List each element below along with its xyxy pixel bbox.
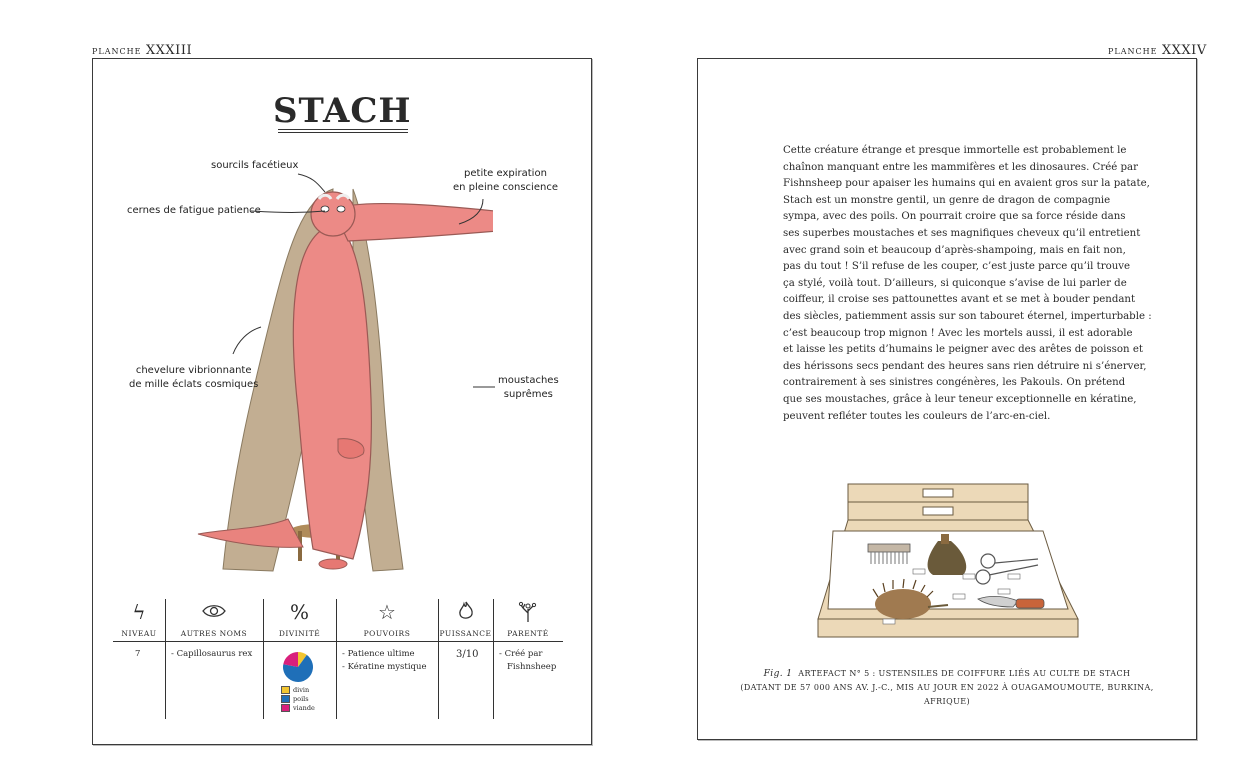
caption-title: ARTEFACT N° 5 : USTENSILES DE COIFFURE LIÉS AU CULTE DE STACH [798, 669, 1131, 678]
col-pouvoirs [336, 599, 438, 719]
figure-caption [718, 667, 1176, 709]
col-puissance [438, 599, 493, 719]
pouvoir-item: - Kératine mystique [342, 662, 427, 672]
paragraph-line: chaînon manquant entre les mammifères et les dinosaures. Créé par [783, 161, 1138, 173]
paragraph-line: pas du tout ! S’il refuse de les couper, c’est juste parce qu’il trouve [783, 261, 1131, 273]
flame-icon [438, 601, 493, 625]
paragraph-line: sympa, avec des poils. On pourrait croire que sa force réside dans [783, 211, 1126, 223]
paragraph-line: ça stylé, voilà tout. D’ailleurs, si quiconque s’avise de lui parler de [783, 277, 1127, 289]
paragraph-line: des hérissons secs pendant des heures sans rien détruire ni s’énerver, [783, 360, 1147, 372]
left-plate-number [92, 43, 192, 58]
artefact-drawer-illustration [813, 479, 1083, 644]
paragraph-line: coiffeur, il croise ses pattounettes avant et se met à bouder pendant [783, 294, 1136, 306]
annotation-line: moustaches [498, 375, 559, 386]
legend-item [281, 703, 315, 712]
paragraph-line: Stach est un monstre gentil, un genre de dragon de compagnie [783, 194, 1111, 206]
annotation-line: suprêmes [503, 389, 553, 400]
paragraph-line: peuvent refléter toutes les couleurs de l’arc-en-ciel. [783, 410, 1051, 422]
legend-swatch [281, 704, 290, 712]
paragraph-line: avec grand soin et beaucoup d’après-shampoing, mais en fait non, [783, 244, 1126, 256]
column-label: PARENTÉ [507, 629, 549, 638]
left-page [92, 58, 592, 745]
legend-label: poils [293, 694, 309, 703]
plate-roman: XXXIII [145, 43, 193, 58]
column-label: AUTRES NOMS [180, 629, 248, 638]
puissance-value: 3/10 [456, 649, 479, 660]
caption-subtitle: (DATANT DE 57 000 ANS AV. J.-C., MIS AU JOUR EN 2022 À OUAGAMOUMOUTE, BURKINA, AFRIQUE) [740, 683, 1154, 706]
description-paragraph [783, 143, 1152, 425]
annotation-eyebags: cernes de fatigue patience [127, 205, 261, 216]
paragraph-line: contrairement à ses sinistres congénères, les Pakouls. On prétend [783, 377, 1126, 389]
paragraph-line: Cette créature étrange et presque immortelle est probablement le [783, 145, 1127, 156]
legend-label: viande [293, 703, 315, 712]
autres-noms-value: - Capillosaurus rex [171, 649, 253, 659]
paragraph-line: des siècles, patiemment assis sur son tabouret éternel, imperturbable : [783, 310, 1152, 322]
parente-value [499, 648, 561, 674]
legend-label: divin [293, 685, 310, 694]
arrow [251, 211, 325, 213]
right-plate-number [1108, 43, 1207, 58]
tree-icon [493, 601, 563, 627]
col-parente [493, 599, 563, 719]
arrow [233, 327, 261, 354]
niveau-value: 7 [135, 649, 141, 659]
legend-item [281, 694, 315, 703]
paragraph-line: ses superbes moustaches et ses magnifiques cheveux qu’il entretient [783, 227, 1141, 239]
column-label: PUISSANCE [439, 629, 492, 638]
col-autres-noms [165, 599, 263, 719]
annotation-line: chevelure vibrionnante [135, 365, 252, 376]
annotation-line: petite expiration [464, 168, 547, 179]
eye-icon [165, 601, 263, 623]
column-label: NIVEAU [121, 629, 157, 638]
legend-swatch [281, 686, 290, 694]
arrow [459, 199, 483, 224]
col-divinite [263, 599, 336, 719]
column-label: POUVOIRS [363, 629, 411, 638]
paragraph-line: c’est beaucoup trop mignon ! Avec les mortels aussi, il est adorable [783, 327, 1133, 339]
paragraph-line: Fishnsheep pour apaiser les humains qui en avaient gros sur la patate, [783, 178, 1150, 190]
creature-title: STACH [273, 91, 412, 131]
col-niveau [113, 599, 165, 719]
star-icon: ☆ [378, 600, 396, 624]
paragraph-line: et laisse les petits d’humains le peigner avec des arêtes de poisson et [783, 344, 1143, 356]
column-label: DIVINITÉ [278, 629, 321, 638]
lightning-icon: ϟ [132, 600, 146, 624]
annotation-line: de mille éclats cosmiques [129, 379, 259, 390]
pouvoirs-list [342, 648, 436, 674]
pouvoir-item: - Patience ultime [342, 649, 415, 659]
right-page [697, 58, 1197, 740]
figure-label: Fig. 1 [763, 669, 793, 679]
parente-line: - Créé par [499, 649, 543, 659]
annotation-eyebrows: sourcils facétieux [211, 160, 299, 171]
percent-icon: % [289, 600, 309, 624]
plate-label: planche [1108, 44, 1158, 57]
stats-table [113, 599, 563, 719]
divinite-pie-chart [282, 651, 314, 683]
legend-item [281, 685, 315, 694]
annotation-line: en pleine conscience [453, 182, 558, 193]
arrow [298, 174, 325, 192]
plate-roman: XXXIV [1161, 43, 1207, 58]
pie-legend [281, 685, 315, 712]
plate-label: planche [92, 44, 142, 57]
legend-swatch [281, 695, 290, 703]
parente-line: Fishnsheep [507, 662, 557, 672]
paragraph-line: que ses moustaches, grâce à leur teneur exceptionnelle en kératine, [783, 393, 1137, 405]
